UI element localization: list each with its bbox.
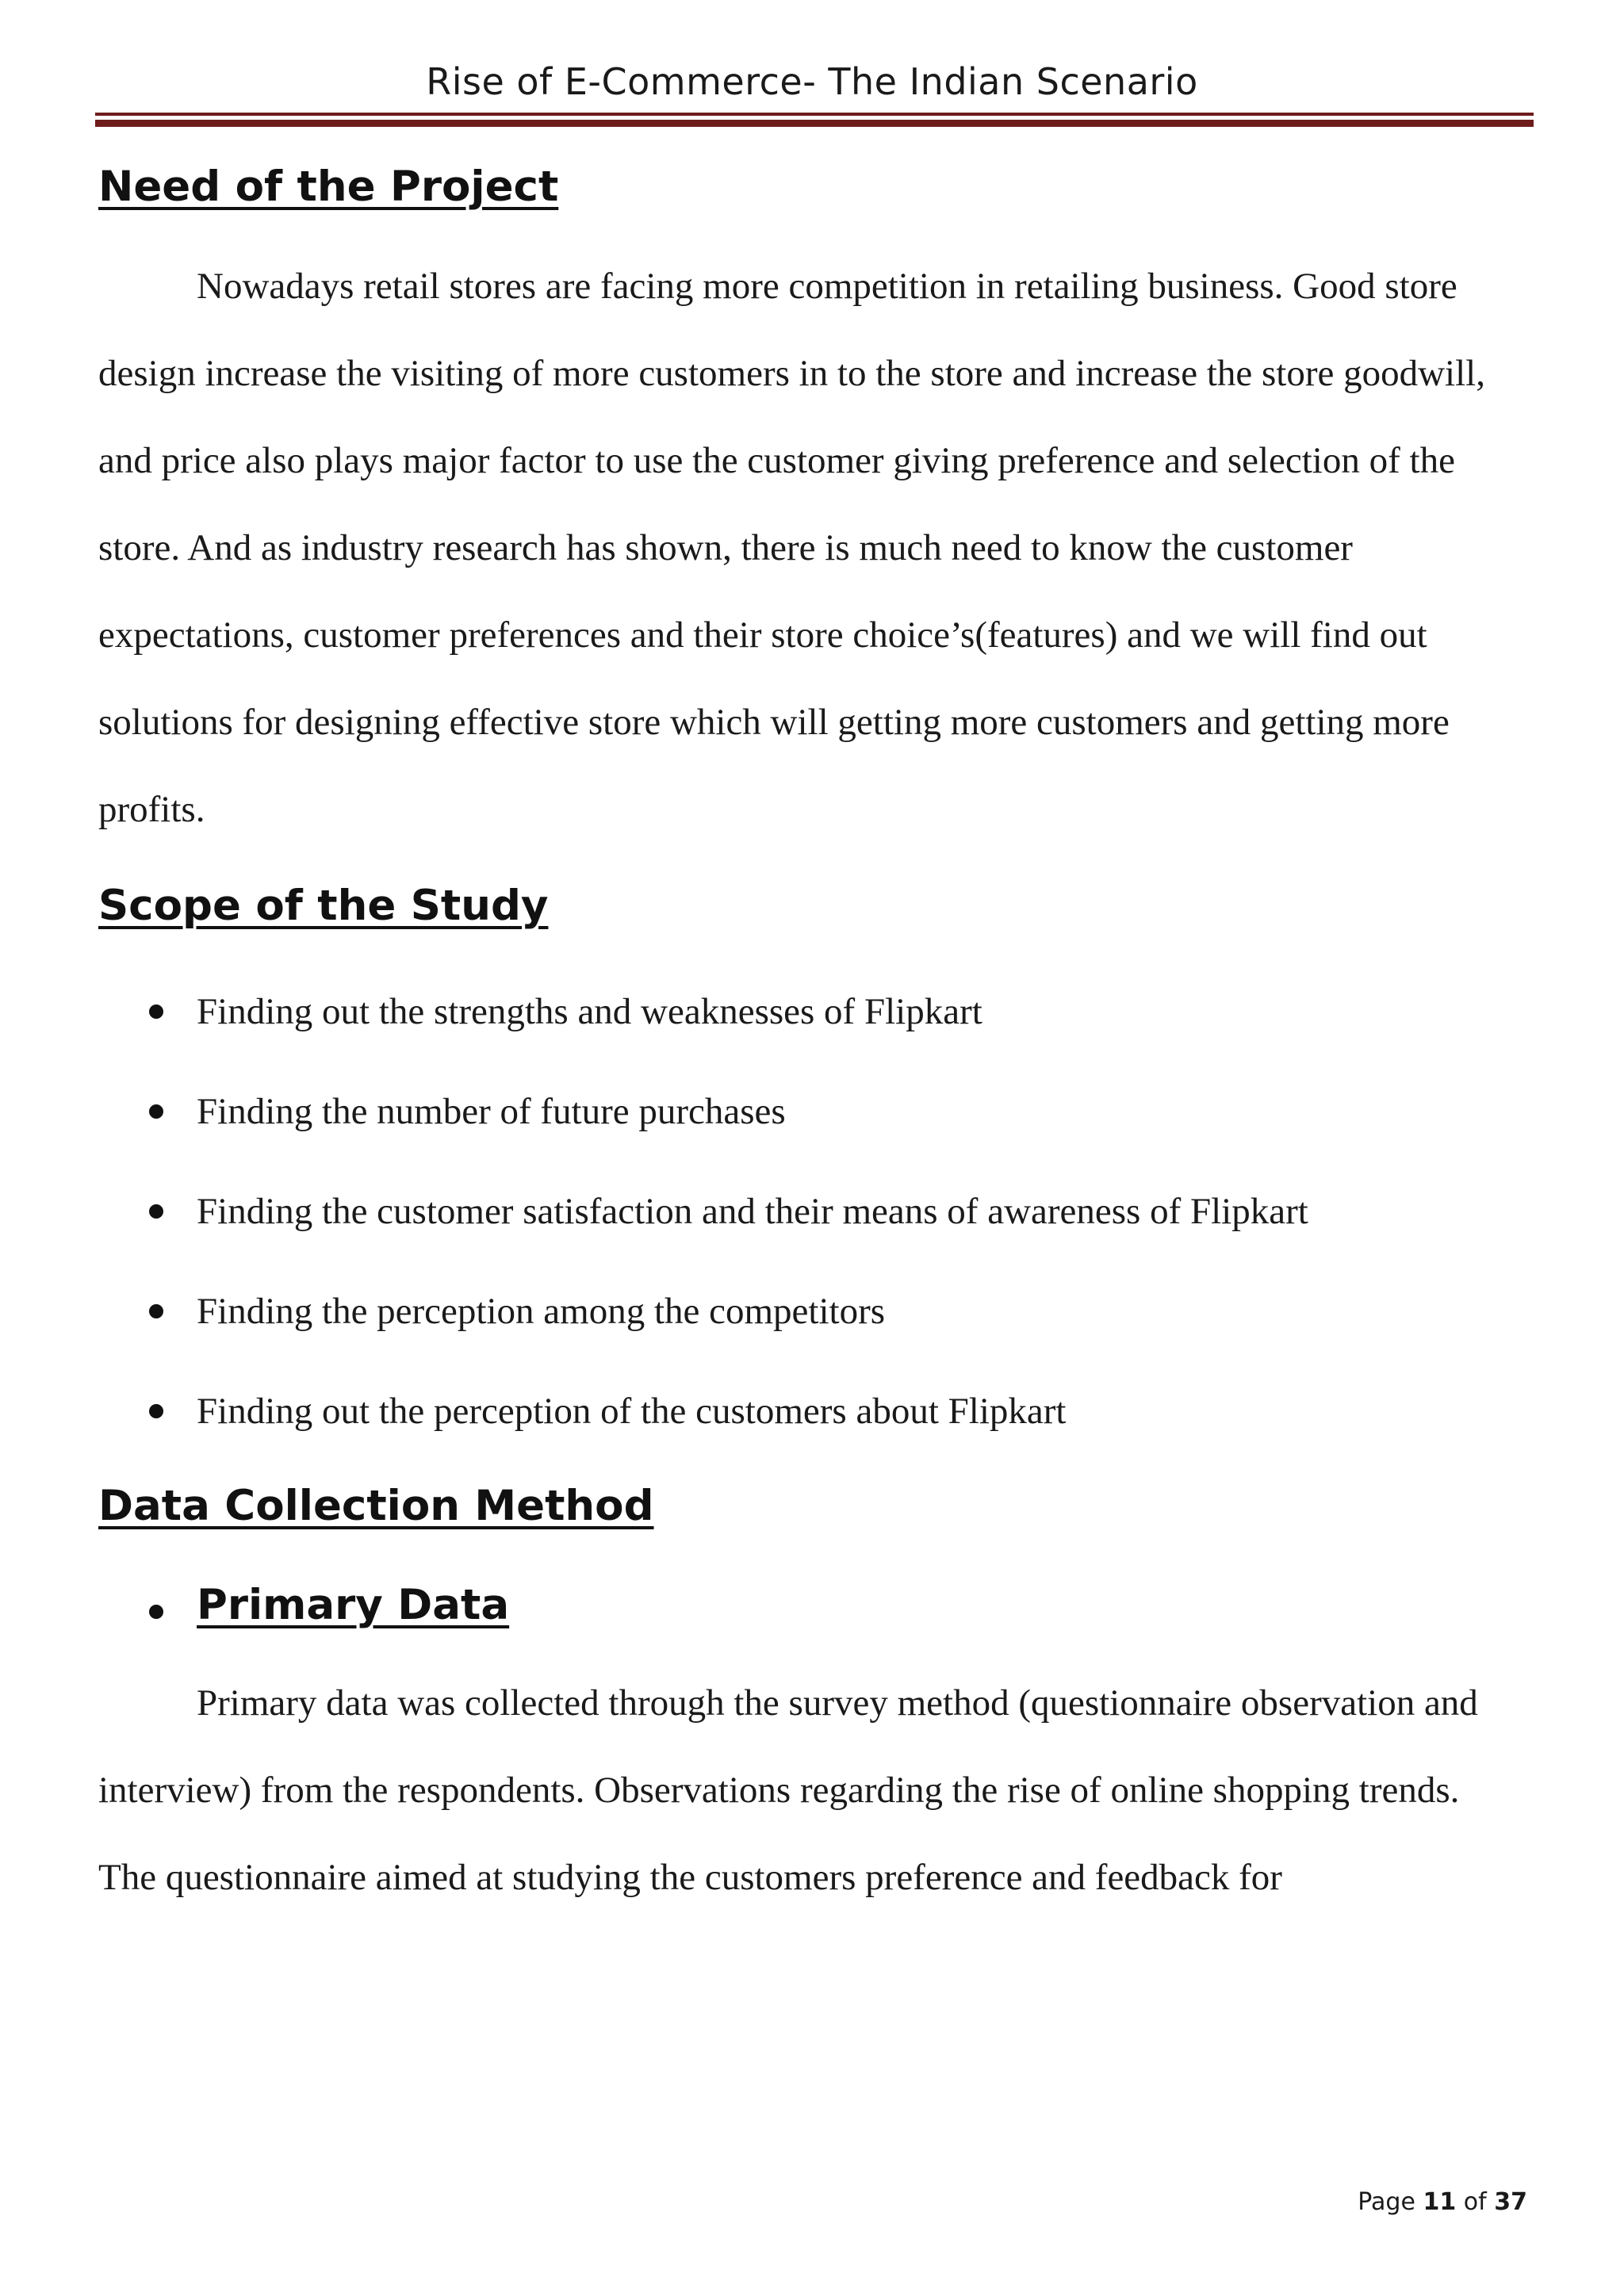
bullet-icon: [149, 1404, 163, 1418]
header-rule-thin: [95, 113, 1534, 116]
bullet-icon: [149, 1004, 163, 1019]
total-pages-number: 37: [1494, 2188, 1527, 2216]
bullet-icon: [149, 1304, 163, 1318]
section-heading-scope: Scope of the Study: [98, 882, 549, 930]
header-rule-thick: [95, 120, 1534, 127]
running-header-title: Rise of E-Commerce- The Indian Scenario: [426, 60, 1198, 103]
list-item-text: Finding the customer satisfaction and their means of awareness of Flipkart: [197, 1191, 1308, 1232]
subheading-primary-data: [98, 1581, 1526, 1629]
list-item-text: Finding out the strengths and weaknesses of Flipkart: [197, 991, 982, 1032]
bullet-icon: [149, 1204, 163, 1219]
of-label: of: [1463, 2188, 1487, 2216]
subheading-primary-data-text: Primary Data: [197, 1581, 510, 1629]
page-footer: [1358, 2188, 1527, 2216]
scope-list: [98, 962, 1526, 1461]
list-item: [98, 1062, 1526, 1161]
need-paragraph: Nowadays retail stores are facing more competition in retailing business. Good store design increase the visiting of more customers in to the store and increase the store goodwill, and price also plays major factor to use the customer giving preference and selection of the store. And as industry research has shown, there is much need to know the customer expectations, customer preferences and their store choice’s(features) and we will find out solutions for designing effective store which will getting more customers and getting more profits.: [98, 266, 1485, 830]
primary-data-paragraph: Primary data was collected through the survey method (questionnaire observation and interview) from the respondents. Observations regarding the rise of online shopping trends. The questionnaire aimed at studying the customers preference and feedback for: [98, 1682, 1478, 1898]
list-item-text: Finding the number of future purchases: [197, 1091, 786, 1132]
list-item: [98, 1161, 1526, 1261]
bullet-icon: [149, 1605, 163, 1619]
current-page-number: 11: [1423, 2188, 1457, 2216]
list-item: [98, 962, 1526, 1062]
list-item: [98, 1361, 1526, 1461]
section-heading-data-collection: Data Collection Method: [98, 1482, 654, 1530]
list-item-text: Finding out the perception of the customers about Flipkart: [197, 1391, 1067, 1432]
section-heading-need: Need of the Project: [98, 163, 559, 211]
list-item: [98, 1261, 1526, 1361]
bullet-icon: [149, 1104, 163, 1119]
page-label: Page: [1358, 2188, 1415, 2216]
page-content: [98, 163, 1526, 1921]
list-item-text: Finding the perception among the competitors: [197, 1291, 886, 1332]
